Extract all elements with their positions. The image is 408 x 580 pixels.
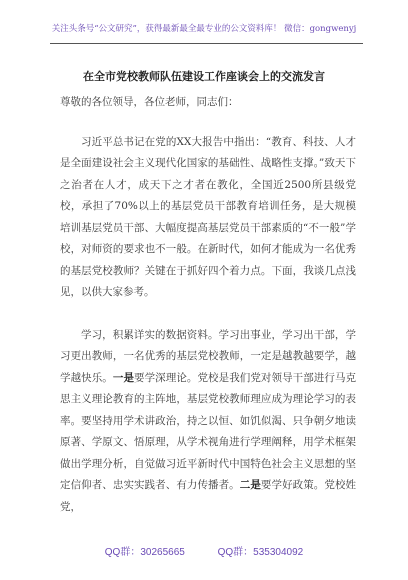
salutation: 尊敬的各位领导，各位老师，同志们： bbox=[60, 96, 239, 108]
paragraph-intro: 习近平总书记在党的XX大报告中指出：“教育、科技、人才是全面建设社会主义现代化国家的基础性、战略性支撑。”致天下之治者在人才，成天下之才者在教化，全国近2500所县级党校，承担了70%以上的基层党员干部教育培训任务，是大规模培训基层党员干部、大幅度提高基层党员干部素质的“不一般”学校，对师资的要求也不一般。在新时代，如何才能成为一名优秀的基层党校教师？关键在于抓好四个着力点。下面，我谈几点浅见，以供大家参考。 bbox=[60, 135, 356, 298]
paragraph-gap bbox=[60, 304, 356, 325]
point-two-marker: 二是 bbox=[239, 479, 261, 491]
paragraph-study-middle: 要学深理论。党校是我们党对领导干部进行马克思主义理论教育的主阵地，基层党校教师理应成为理论学习的表率。要坚持用学术讲政治，持之以恒、如饥似渴、只争朝夕地读原著、学原文、悟原理，从学术视角进行学理阐释，用学术框架做出学理分析，自觉做习近平新时代中国特色社会主义思想的坚定信仰者、忠实实践者、有力传播者。 bbox=[60, 371, 357, 491]
footer-contacts bbox=[0, 543, 408, 558]
paragraph-study bbox=[60, 325, 356, 519]
paragraph-study-lead: 学习，积累详实的数据资料。学习出事业，学习出干部，学习更出教师，一名优秀的基层党校教师，一定是越教越要学，越学越快乐。 bbox=[60, 328, 356, 384]
footer-qq-group-1: QQ群：30265665 bbox=[104, 547, 185, 558]
document-body bbox=[60, 92, 356, 518]
footer-qq-group-2: QQ群：535304092 bbox=[217, 547, 304, 558]
header-divider bbox=[50, 43, 363, 44]
point-one-marker: 一是 bbox=[112, 371, 135, 384]
paragraph-study-tail: 要学好政策。党校姓党， bbox=[60, 479, 357, 513]
document-title: 在全市党校教师队伍建设工作座谈会上的交流发言 bbox=[83, 70, 325, 83]
header-promo-note: 关注头条号“公文研究”，获得最新最全最专业的公文资料库！ 微信：gongwenyj bbox=[51, 24, 357, 34]
